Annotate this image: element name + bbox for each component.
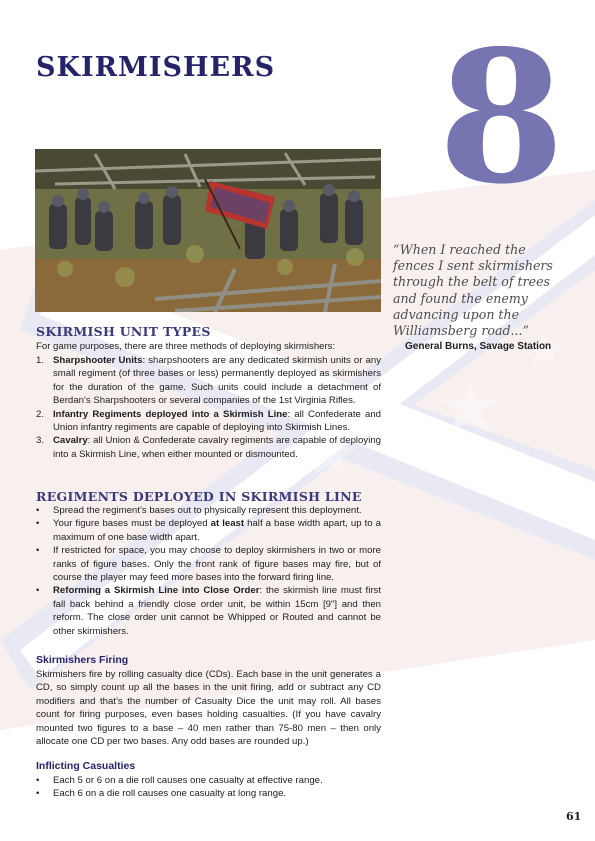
list-item: [36, 408, 381, 435]
item-text: : sharpshooters are any dedicated skirmish units or any small regiment (of three bases or less) permanently deployed as skirmishers for the duration of the game. Such units could include a detachment of Berdan’s Sharpshooters or several companies of the 1st Virginia Rifles.: [53, 355, 381, 407]
photo-miniatures-skirmishers-icon: [35, 149, 381, 312]
list-number: 2.: [36, 408, 45, 420]
page-title: SKIRMISHERS: [36, 52, 276, 83]
list-item: [36, 544, 381, 584]
item-lead: Reforming a Skirmish Line into Close Order: [53, 585, 260, 597]
item-text-bold: at least: [210, 518, 245, 530]
item-lead: Sharpshooter Units: [53, 355, 143, 366]
bullet-icon: •: [36, 775, 40, 786]
chapter-number: 8: [438, 10, 565, 224]
casualties-list: [36, 774, 381, 801]
section-heading-unit-types: SKIRMISH UNIT TYPES: [36, 324, 211, 339]
list-item: [36, 504, 381, 517]
item-text-pre: Your figure bases must be deployed: [53, 518, 211, 530]
item-text: : all Union & Confederate cavalry regiments are capable of deploying into a Skirmish Line, when either mounted or dismounted.: [53, 435, 381, 460]
item-lead: Cavalry: [53, 435, 88, 447]
section-heading-skirmish-line: REGIMENTS DEPLOYED IN SKIRMISH LINE: [36, 489, 362, 504]
item-text-post: half a base width apart, up to a maximum of one base width apart.: [53, 518, 381, 543]
skirmish-line-list: [36, 504, 381, 638]
unit-types-list: [36, 354, 381, 461]
item-text: Spread the regiment’s bases out to physically represent this deployment.: [53, 505, 362, 516]
quote-attribution: General Burns, Savage Station: [405, 341, 552, 352]
section-heading-casualties: Inflicting Casualties: [36, 760, 136, 772]
list-item: [36, 354, 381, 408]
section-heading-firing: Skirmishers Firing: [36, 654, 129, 666]
bullet-icon: •: [36, 518, 40, 530]
item-lead: Infantry Regiments deployed into a Skirmish Line: [53, 408, 288, 420]
list-number: 1.: [36, 355, 45, 366]
item-text: : all Confederate and Union infantry regiments are capable of deploying into Skirmish Lines.: [53, 408, 381, 434]
historical-quote: “When I reached the fences I sent skirmishers through the belt of trees and found the enemy advancing upon the Williamsberg road...”: [393, 242, 553, 339]
bullet-icon: •: [36, 788, 40, 800]
unit-types-intro: For game purposes, there are three methods of deploying skirmishers:: [36, 341, 336, 352]
item-text: Each 5 or 6 on a die roll causes one casualty at effective range.: [53, 775, 323, 786]
list-item: [36, 517, 381, 544]
firing-text: Skirmishers fire by rolling casualty dice (CDs). Each base in the unit generates a CD, so simply count up all the bases in the unit firing, add or subtract any CD modifiers and that’s the number of Casualty Dice the unit may roll. All bases count for firing purposes, even bases holding casualties. (If you have cavalry mounted two figures to a base – 40 men rather than 75-80 men – then only allocate one CD per two bases. Any odd bases are rounded up.): [36, 669, 381, 748]
bullet-icon: •: [36, 505, 40, 516]
item-text-post: : the skirmish line must first fall back behind a friendly close order unit, be within 15cm [9"] and then reform. The close order unit cannot be Whipped or Routed and cannot be other skirmishers.: [53, 585, 382, 637]
list-item: [36, 434, 381, 461]
page-number: 61: [566, 810, 582, 823]
list-item: [36, 787, 381, 800]
item-text: If restricted for space, you may choose to deploy skirmishers in two or more ranks of figure bases. Only the front rank of figure bases may fire, but of course the player may feed more bases into the forward firing line.: [53, 545, 381, 584]
bullet-icon: •: [36, 545, 40, 557]
skirmishers-photo: [35, 149, 381, 312]
item-text: Each 6 on a die roll causes one casualty at long range.: [53, 788, 287, 800]
list-number: 3.: [36, 435, 45, 447]
bullet-icon: •: [36, 585, 40, 597]
list-item: [36, 774, 381, 787]
list-item: [36, 584, 381, 638]
